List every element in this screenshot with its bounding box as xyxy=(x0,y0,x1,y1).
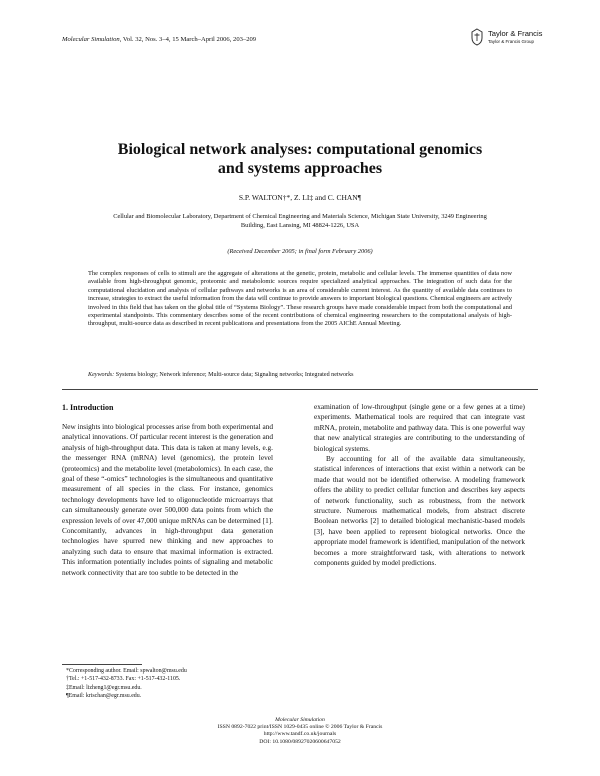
footnote-tel: †Tel.: +1-517-432-8733. Fax: +1-517-432-1105. xyxy=(66,676,181,683)
publisher-tagline: Taylor & Francis Group xyxy=(488,39,535,44)
footnote-email-li: ‡Email: lizheng1@egr.msu.edu. xyxy=(66,684,142,691)
section-divider xyxy=(62,389,538,390)
right-column xyxy=(314,402,525,569)
footnote-email-chan: ¶Email: krischan@egr.msu.edu. xyxy=(66,693,142,700)
footer-url[interactable]: http://www.tandf.co.uk/journals xyxy=(263,731,337,738)
footer-doi: DOI: 10.1080/08927020600647052 xyxy=(259,738,341,745)
journal-name: Molecular Simulation xyxy=(62,36,120,43)
title-line-2: and systems approaches xyxy=(217,160,383,177)
article-title xyxy=(60,140,540,178)
footer-journal: Molecular Simulation xyxy=(275,717,325,723)
footnote-divider xyxy=(62,664,142,665)
publisher-name: Taylor & Francis xyxy=(488,29,543,38)
keywords xyxy=(88,372,512,378)
footnote-corresponding: *Corresponding author. Email: spwalton@msu.edu xyxy=(66,668,187,674)
footnotes xyxy=(62,667,187,701)
page-footer xyxy=(60,717,540,746)
keywords-list: Systems biology; Network inference; Multi-source data; Signaling networks; Integrated networks xyxy=(114,372,354,378)
intro-paragraph-1: New insights into biological processes arise from both experimental and analytical innovations. Of particular recent interest is the generation and analysis of high-throughput data. This data is taken at many levels, e.g. the messenger RNA (mRNA) level (genomics), the protein level (proteomics) and the metabolite level (metabolomics). In each case, the goal of these “-omics” technologies is the simultaneous and quantitative measurement of all species in the class. For instance, genomics technology developments have led to oligonucleotide microarrays that can simultaneously generate over 500,000 data points from which the expression levels of over 47,000 unique mRNAs can be determined [1]. Concomitantly, advances in high-throughput data generation technologies have spurred new thinking and new approaches to analyzing such data to ensure that maximal information is extracted. This information potentially includes points of signaling and metabolic network connectivity that are too subtle to be detected in the xyxy=(62,422,273,577)
affiliation xyxy=(80,212,520,230)
journal-volume: , Vol. 32, Nos. 3–4, 15 March–April 2006, 203–209 xyxy=(119,36,257,43)
affiliation-line-2: Building, East Lansing, MI 48824-1226, USA xyxy=(240,222,360,229)
publisher-emblem-icon xyxy=(470,28,484,46)
left-column xyxy=(62,422,273,578)
keywords-label: Keywords: xyxy=(88,372,115,378)
intro-paragraph-1-continued: examination of low-throughput (single gene or a few genes at a time) experiments. Mathematical tools are required that can integrate vast mRNA, protein, metabolite and pathway data. This is one powerful way that new analytical strategies are contributing to the understanding of biological systems. xyxy=(314,402,525,453)
publisher-logo xyxy=(470,28,550,52)
authors: S.P. WALTON†*, Z. LI‡ and C. CHAN¶ xyxy=(238,193,362,202)
intro-paragraph-2: By accounting for all of the available data simultaneously, statistical inferences of interactions that exist within a network can be made that would not be identified otherwise. A modeling framework offers the ability to predict cellular function and describes key aspects of network functionality, such as robustness, from the network structure. Numerous mathematical models, from abstract discrete Boolean networks [2] to detailed biological mechanistic-based models [3], have been applied to represent biological networks. Once the appropriate model framework is identified, manipulation of the network becomes a more straightforward task, with alterations to network components guided by model predictions. xyxy=(314,454,525,568)
journal-citation xyxy=(62,36,256,43)
affiliation-line-1: Cellular and Biomolecular Laboratory, Department of Chemical Engineering and Materials Science, Michigan State University, 3249 Engineering xyxy=(113,213,487,220)
received-dates: (Received December 2005; in final form February 2006) xyxy=(227,248,373,255)
section-heading: 1. Introduction xyxy=(62,403,114,412)
title-line-1: Biological network analyses: computational genomics xyxy=(117,141,483,158)
abstract: The complex responses of cells to stimuli are the aggregate of alterations at the genetic, protein, metabolic and cellular levels. The immense quantities of data now available from high-throughput genomic, proteomic and metabolomic sources require specialized analytical approaches. The integration of such data for the computational elucidation and analysis of cellular pathways and networks is an area of considerable current interest. As the quantity of available data continues to increase, strategies to extract the useful information from the data will continue to provide answers to important biological questions. Chemical engineers are actively involved in this field that has taken on the global title of “Systems Biology”. These research groups have made considerable impact from both the computational and experimental standpoints. This commentary describes some of the recent contributions of chemical engineering researchers to the computational analysis of high-throughput, multi-source data as described in recent publications and presentations from the 2005 AIChE Annual Meeting. xyxy=(88,270,512,328)
footer-issn: ISSN 0892-7022 print/ISSN 1029-0435 online © 2006 Taylor & Francis xyxy=(217,724,383,731)
